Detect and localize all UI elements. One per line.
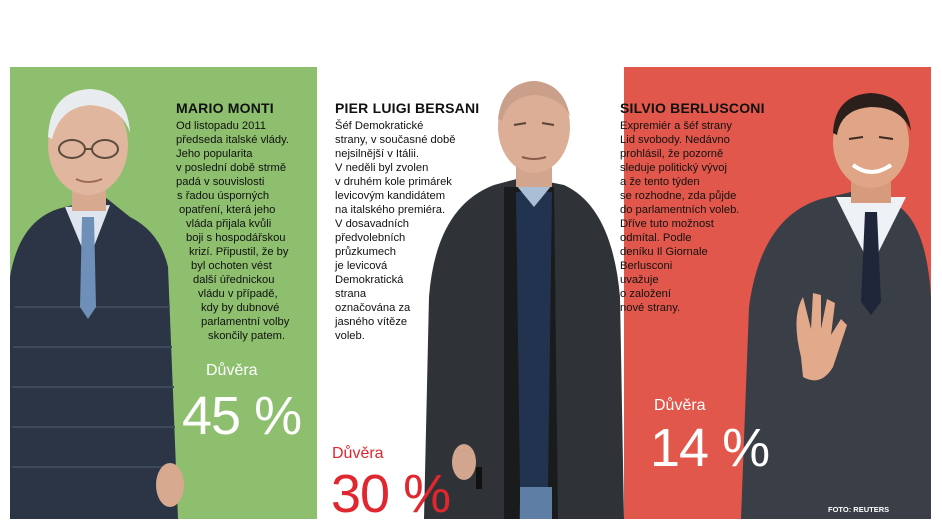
- politician-bio: [620, 119, 739, 315]
- politician-name: MARIO MONTI: [176, 100, 274, 116]
- bio-line: na italského premiéra.: [335, 204, 446, 216]
- bio-line: skončily patem.: [208, 330, 286, 342]
- bio-line: nejsilnější v Itálii.: [335, 148, 419, 160]
- monti-portrait: [10, 67, 180, 519]
- trust-label: Důvěra: [206, 362, 258, 379]
- berlusconi-portrait: [741, 67, 931, 519]
- bio-line: boji s hospodářskou: [186, 232, 286, 244]
- bio-line: o založení: [620, 288, 671, 300]
- bio-line: strany, v současné době: [335, 134, 456, 146]
- bio-line: Expremiér a šéf strany: [620, 120, 732, 132]
- bio-line: levicovým kandidátem: [335, 190, 446, 202]
- bio-line: padá v souvislosti: [176, 176, 265, 188]
- bio-line: průzkumech: [335, 246, 396, 258]
- politician-bio: [176, 119, 289, 343]
- bio-line: v poslední době strmě: [176, 162, 287, 174]
- bio-line: je levicová: [335, 260, 388, 272]
- bio-line: byl ochoten vést: [191, 260, 272, 272]
- panel-monti: [10, 67, 317, 519]
- bio-line: v druhém kole primárek: [335, 176, 452, 188]
- bio-line: Lid svobody. Nedávno: [620, 134, 730, 146]
- bio-line: voleb.: [335, 330, 365, 342]
- politician-name: SILVIO BERLUSCONI: [620, 100, 765, 116]
- bio-line: V dosavadních: [335, 218, 410, 230]
- bio-line: uvažuje: [620, 274, 659, 286]
- trust-value: 30 %: [331, 464, 451, 524]
- bio-line: s řadou úsporných: [177, 190, 270, 202]
- bio-line: Od listopadu 2011: [176, 120, 266, 132]
- bio-line: vláda přijala kvůli: [186, 218, 272, 230]
- bio-line: deníku Il Giornale: [620, 246, 708, 258]
- politician-name: PIER LUIGI BERSANI: [335, 100, 480, 116]
- bio-line: prohlásil, že pozorně: [620, 148, 724, 160]
- bio-line: parlamentní volby: [201, 316, 290, 328]
- bio-line: předvolebních: [335, 232, 406, 244]
- trust-value: 14 %: [650, 418, 770, 478]
- panel-berlusconi: [620, 67, 931, 519]
- bio-line: sleduje politický vývoj: [620, 162, 727, 174]
- bio-line: Demokratická: [335, 274, 404, 286]
- bio-line: a že tento týden: [620, 176, 700, 188]
- bio-line: opatření, která jeho: [179, 204, 276, 216]
- bio-line: vládu v případě,: [198, 288, 278, 300]
- bio-line: Šéf Demokratické: [335, 120, 424, 132]
- bio-line: krizí. Připustil, že by: [189, 246, 289, 258]
- photo-credit: FOTO: REUTERS: [828, 505, 890, 514]
- bio-line: další úřednickou: [193, 274, 275, 286]
- bio-line: V neděli byl zvolen: [335, 162, 429, 174]
- trust-label: Důvěra: [332, 445, 384, 462]
- bio-line: kdy by dubnové: [201, 302, 280, 314]
- politician-bio: [335, 119, 455, 343]
- bio-line: označována za: [335, 302, 411, 314]
- bio-line: odmítal. Podle: [620, 232, 692, 244]
- panel-bersani: [317, 67, 624, 524]
- bio-line: strana: [335, 288, 367, 300]
- bio-line: do parlamentních voleb.: [620, 204, 740, 216]
- bio-line: Dříve tuto možnost: [620, 218, 714, 230]
- bio-line: Jeho popularita: [176, 148, 253, 160]
- bio-line: předseda italské vlády.: [176, 134, 289, 146]
- trust-value: 45 %: [182, 386, 302, 446]
- bio-line: jasného vítěze: [335, 316, 408, 328]
- trust-label: Důvěra: [654, 397, 706, 414]
- bio-line: Berlusconi: [620, 260, 673, 272]
- bio-line: nové strany.: [620, 302, 681, 314]
- bio-line: se rozhodne, zda půjde: [620, 190, 737, 202]
